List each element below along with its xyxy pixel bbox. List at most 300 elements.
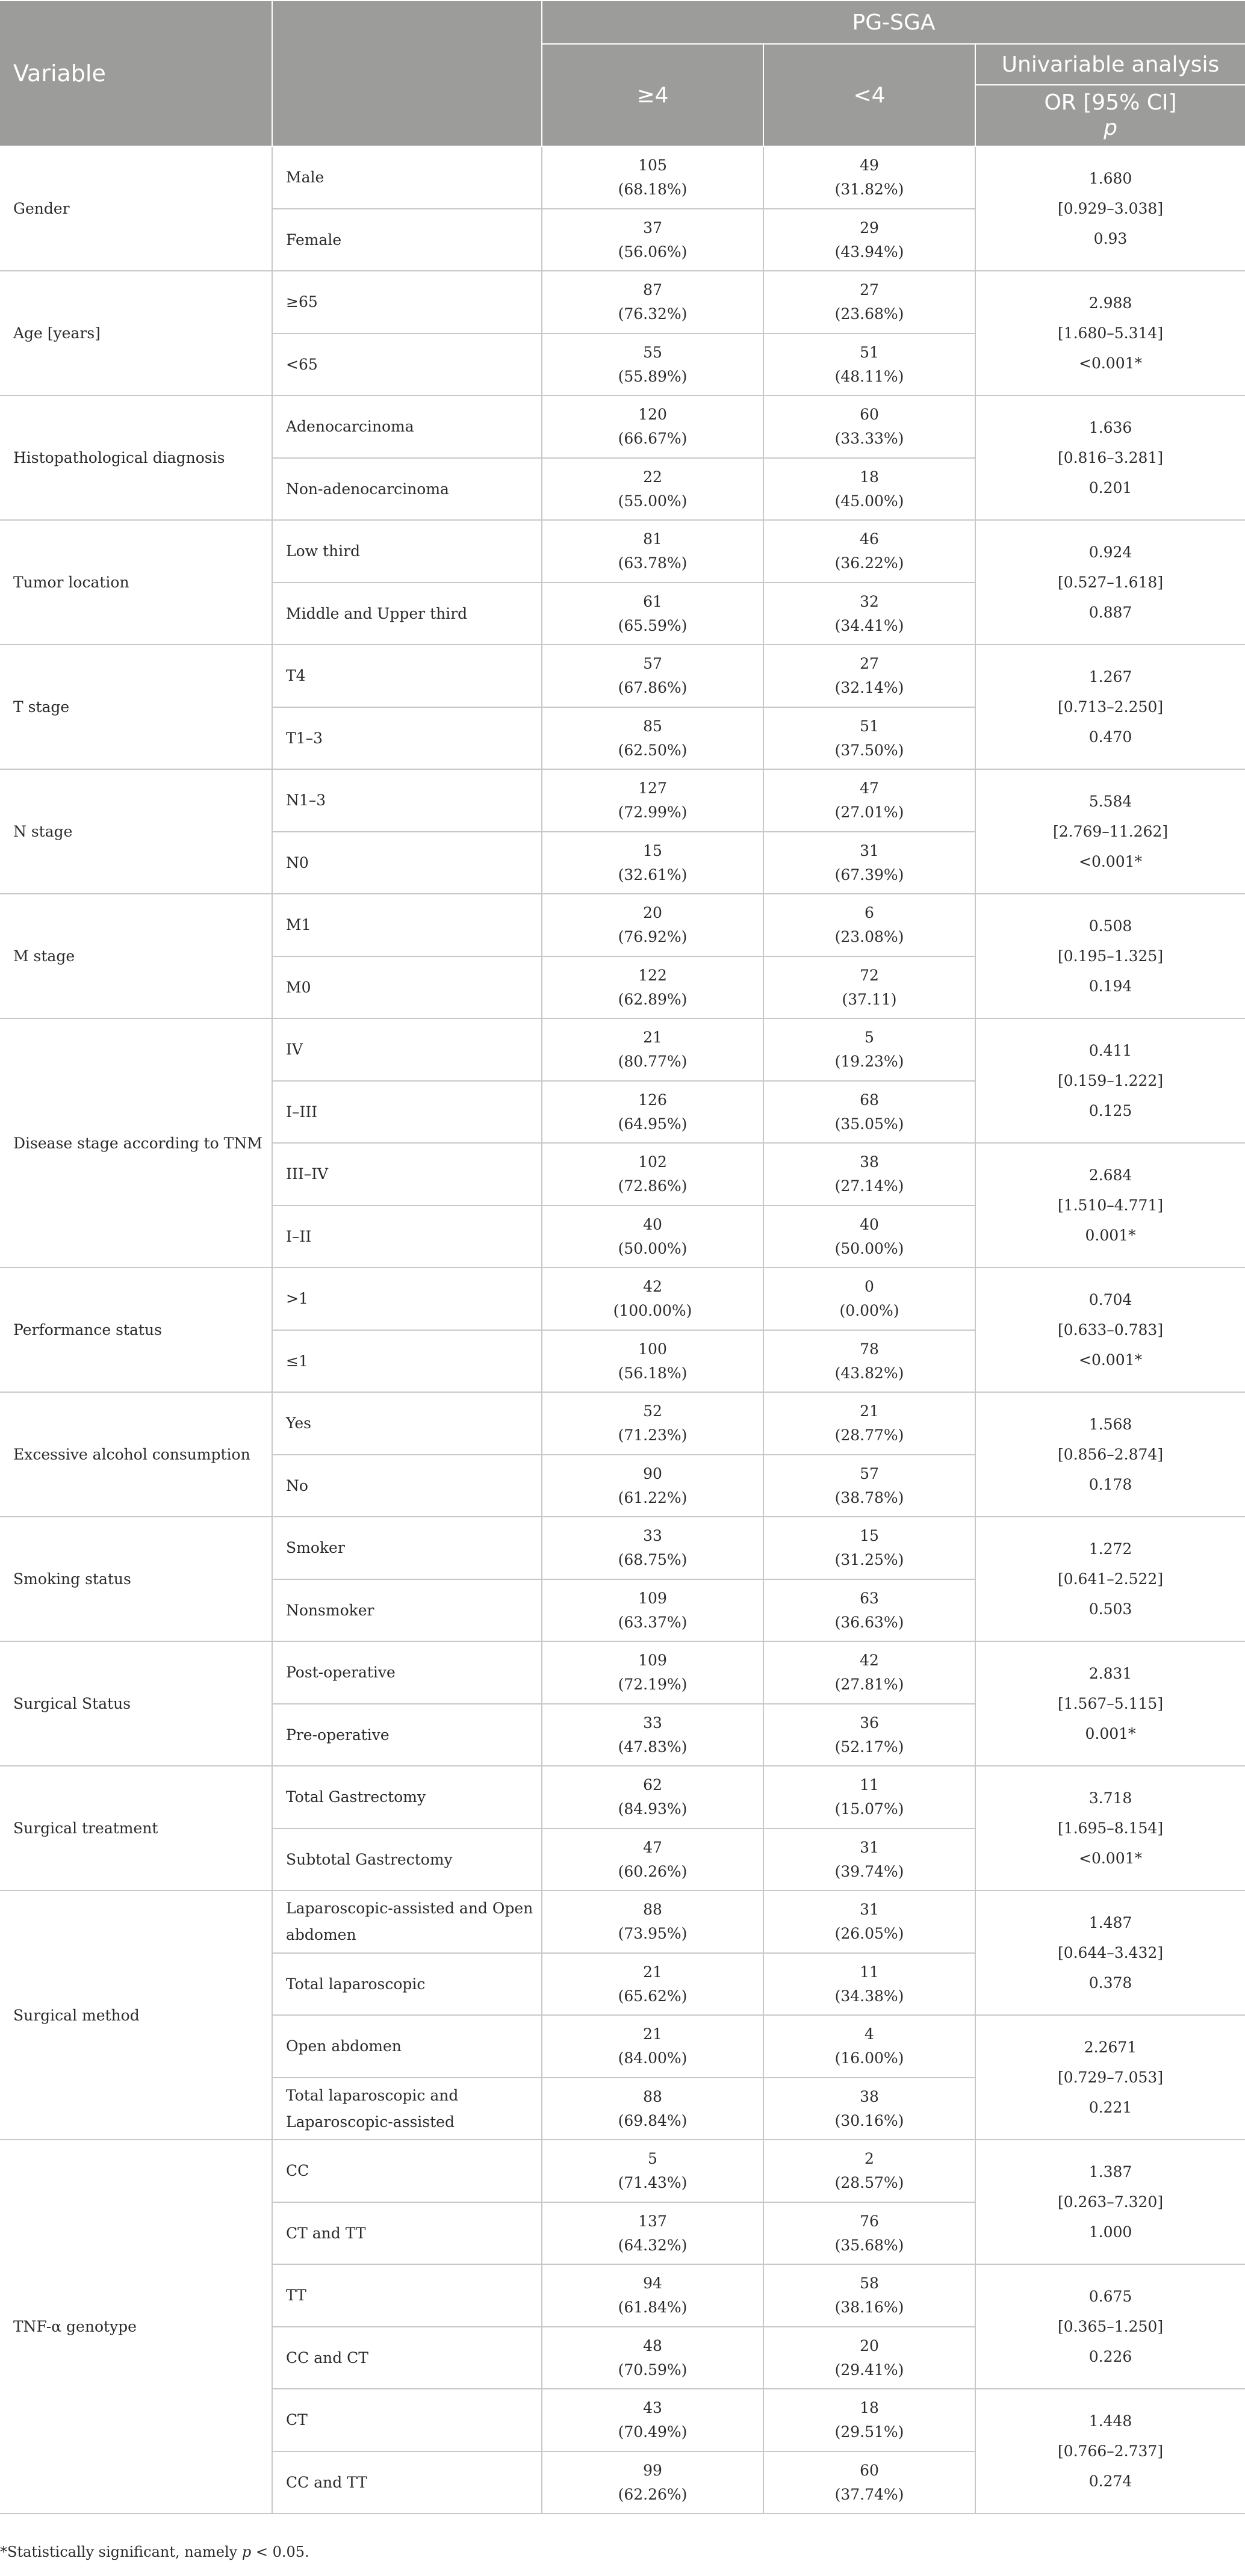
count-lt4-cell <box>763 1953 975 2015</box>
count-lt4-n: 51 <box>860 343 879 361</box>
subcategory-cell: CC and TT <box>272 2451 542 2513</box>
count-lt4-pct: (32.14%) <box>834 679 904 696</box>
count-lt4-cell <box>763 1704 975 1766</box>
count-ge4-cell <box>542 707 763 769</box>
univariable-cell <box>975 1018 1245 1143</box>
count-ge4-cell <box>542 1143 763 1206</box>
count-lt4-pct: (23.08%) <box>834 928 904 946</box>
count-lt4-pct: (33.33%) <box>834 430 904 447</box>
count-ge4-n: 99 <box>643 2461 662 2479</box>
count-ge4-pct: (55.00%) <box>618 492 688 510</box>
odds-ratio: 2.684 <box>1088 1166 1132 1184</box>
count-ge4-cell <box>542 2015 763 2078</box>
subcategory-cell: Total laparoscopic <box>272 1953 542 2015</box>
count-ge4-cell <box>542 1890 763 1953</box>
count-ge4-n: 57 <box>643 655 662 672</box>
count-ge4-pct: (80.77%) <box>618 1053 688 1070</box>
count-ge4-n: 88 <box>643 2087 662 2105</box>
count-ge4-pct: (71.43%) <box>618 2174 688 2191</box>
count-lt4-n: 58 <box>860 2274 879 2292</box>
odds-ratio: 2.831 <box>1088 1664 1132 1682</box>
count-ge4-cell <box>542 209 763 271</box>
odds-ratio: 5.584 <box>1088 792 1132 810</box>
count-ge4-pct: (56.18%) <box>618 1364 688 1382</box>
odds-ratio: 0.675 <box>1088 2287 1132 2305</box>
table-row <box>0 395 1245 458</box>
count-lt4-cell <box>763 583 975 645</box>
footnote <box>0 2543 309 2560</box>
count-ge4-cell <box>542 1081 763 1143</box>
count-ge4-cell <box>542 956 763 1018</box>
count-ge4-cell <box>542 1206 763 1268</box>
table-row <box>0 1018 1245 1081</box>
count-ge4-pct: (68.18%) <box>618 181 688 198</box>
variable-cell: Surgical method <box>0 1890 272 2140</box>
subcategory-cell: CC <box>272 2140 542 2202</box>
count-lt4-pct: (27.01%) <box>834 803 904 821</box>
count-ge4-n: 43 <box>643 2399 662 2417</box>
count-ge4-n: 109 <box>638 1652 667 1669</box>
count-lt4-cell <box>763 1330 975 1392</box>
subcategory-cell: Laparoscopic-assisted and Open abdomen <box>272 1890 542 1953</box>
count-lt4-pct: (16.00%) <box>834 2049 904 2067</box>
odds-ratio: 0.924 <box>1088 543 1132 561</box>
univariable-cell <box>975 2140 1245 2264</box>
table-header <box>0 1 1245 146</box>
count-lt4-cell <box>763 1766 975 1828</box>
count-ge4-pct: (70.59%) <box>618 2361 688 2379</box>
univariable-cell <box>975 1641 1245 1766</box>
count-lt4-cell <box>763 271 975 333</box>
p-value: <0.001* <box>1079 354 1143 372</box>
table-row <box>0 1268 1245 1330</box>
confidence-interval: [0.195–1.325] <box>1057 947 1164 965</box>
count-ge4-pct: (76.92%) <box>618 928 688 946</box>
confidence-interval: [0.365–1.250] <box>1057 2317 1164 2335</box>
count-lt4-n: 51 <box>860 717 879 735</box>
count-lt4-n: 27 <box>860 281 879 299</box>
count-lt4-pct: (43.82%) <box>834 1364 904 1382</box>
count-ge4-cell <box>542 1641 763 1704</box>
count-ge4-pct: (62.89%) <box>618 990 688 1008</box>
count-ge4-pct: (62.50%) <box>618 741 688 759</box>
count-lt4-n: 15 <box>860 1527 879 1544</box>
subcategory-cell: Total laparoscopic and Laparoscopic-assisted <box>272 2078 542 2140</box>
count-ge4-cell <box>542 520 763 583</box>
count-ge4-n: 37 <box>643 218 662 237</box>
variable-cell: Disease stage according to TNM <box>0 1018 272 1268</box>
count-ge4-cell <box>542 769 763 832</box>
odds-ratio: 1.387 <box>1088 2163 1132 2181</box>
variable-cell: TNF-α genotype <box>0 2140 272 2513</box>
count-ge4-n: 33 <box>643 1714 662 1732</box>
count-lt4-n: 57 <box>860 1464 879 1482</box>
count-lt4-pct: (48.11%) <box>834 367 904 385</box>
subcategory-cell: Low third <box>272 520 542 583</box>
odds-ratio: 1.448 <box>1088 2412 1132 2430</box>
count-lt4-pct: (43.94%) <box>834 243 904 261</box>
confidence-interval: [0.713–2.250] <box>1057 698 1164 716</box>
odds-ratio: 0.704 <box>1088 1290 1132 1308</box>
pgsga-header: PG-SGA <box>542 1 1245 44</box>
subcategory-cell: M0 <box>272 956 542 1018</box>
table-row <box>0 146 1245 209</box>
count-ge4-pct: (70.49%) <box>618 2423 688 2441</box>
count-lt4-n: 40 <box>860 1215 879 1233</box>
count-lt4-n: 60 <box>860 406 879 423</box>
subcategory-cell: Post-operative <box>272 1641 542 1704</box>
univariable-cell <box>975 1268 1245 1392</box>
count-lt4-pct: (31.25%) <box>834 1551 904 1568</box>
odds-ratio: 0.508 <box>1088 917 1132 935</box>
count-ge4-n: 90 <box>643 1464 662 1482</box>
count-ge4-pct: (50.00%) <box>618 1239 688 1257</box>
count-lt4-cell <box>763 1081 975 1143</box>
count-lt4-cell <box>763 894 975 956</box>
subcategory-cell: Total Gastrectomy <box>272 1766 542 1828</box>
count-ge4-pct: (61.84%) <box>618 2299 688 2316</box>
count-lt4-pct: (26.05%) <box>834 1925 904 1942</box>
count-ge4-cell <box>542 2327 763 2389</box>
count-lt4-n: 31 <box>860 841 879 859</box>
count-lt4-pct: (34.41%) <box>834 616 904 634</box>
count-lt4-n: 60 <box>860 2461 879 2479</box>
variable-header: Variable <box>0 1 272 146</box>
p-value: 1.000 <box>1088 2223 1132 2241</box>
count-lt4-cell <box>763 2202 975 2264</box>
count-lt4-n: 0 <box>865 1278 874 1295</box>
count-lt4-cell <box>763 1517 975 1579</box>
count-ge4-n: 87 <box>643 281 662 299</box>
odds-ratio: 1.636 <box>1088 418 1132 436</box>
count-lt4-n: 11 <box>860 1776 879 1794</box>
odds-ratio: 3.718 <box>1088 1789 1132 1807</box>
univariable-header: Univariable analysis <box>975 44 1245 85</box>
count-lt4-pct: (15.07%) <box>834 1800 904 1818</box>
count-ge4-cell <box>542 271 763 333</box>
table-row <box>0 1517 1245 1579</box>
count-lt4-cell <box>763 1890 975 1953</box>
count-lt4-cell <box>763 333 975 395</box>
univariable-cell <box>975 271 1245 395</box>
subcategory-cell: CT and TT <box>272 2202 542 2264</box>
count-ge4-n: 20 <box>643 904 662 921</box>
p-value: 0.001* <box>1085 1226 1136 1244</box>
count-ge4-n: 100 <box>638 1340 667 1358</box>
count-ge4-cell <box>542 2451 763 2513</box>
variable-cell: Smoking status <box>0 1517 272 1641</box>
count-lt4-cell <box>763 1641 975 1704</box>
subcategory-cell: T1–3 <box>272 707 542 769</box>
variable-cell: Surgical treatment <box>0 1766 272 1890</box>
confidence-interval: [1.510–4.771] <box>1057 1196 1164 1214</box>
count-lt4-pct: (27.81%) <box>834 1676 904 1693</box>
p-value: <0.001* <box>1079 1849 1143 1867</box>
table-row <box>0 2140 1245 2202</box>
confidence-interval: [0.856–2.874] <box>1057 1445 1164 1463</box>
count-lt4-n: 63 <box>860 1589 879 1607</box>
footnote-suffix: < 0.05. <box>251 2543 309 2560</box>
count-lt4-pct: (27.14%) <box>834 1177 904 1195</box>
count-ge4-n: 105 <box>638 156 667 174</box>
count-ge4-n: 22 <box>643 468 662 486</box>
p-value: 0.001* <box>1085 1724 1136 1742</box>
univariable-cell <box>975 1517 1245 1641</box>
odds-ratio: 1.487 <box>1088 1913 1132 1931</box>
subcategory-cell: N1–3 <box>272 769 542 832</box>
count-lt4-pct: (34.38%) <box>834 1987 904 2005</box>
count-ge4-n: 55 <box>643 343 662 361</box>
p-value: 0.378 <box>1088 1974 1132 1992</box>
count-ge4-n: 122 <box>638 966 667 984</box>
count-ge4-pct: (76.32%) <box>618 305 688 323</box>
variable-cell: T stage <box>0 645 272 769</box>
count-lt4-cell <box>763 395 975 458</box>
count-lt4-n: 46 <box>860 530 879 548</box>
table-row <box>0 1890 1245 1953</box>
count-ge4-cell <box>542 1517 763 1579</box>
univariable-cell <box>975 520 1245 645</box>
count-lt4-pct: (35.05%) <box>834 1115 904 1133</box>
p-value: 0.178 <box>1088 1475 1132 1493</box>
count-lt4-cell <box>763 146 975 209</box>
p-value: 0.93 <box>1093 229 1128 247</box>
table-row <box>0 1392 1245 1455</box>
count-lt4-pct: (35.68%) <box>834 2236 904 2254</box>
count-ge4-cell <box>542 832 763 894</box>
variable-cell: Excessive alcohol consumption <box>0 1392 272 1517</box>
subcategory-cell: Open abdomen <box>272 2015 542 2078</box>
variable-cell: Performance status <box>0 1268 272 1392</box>
variable-cell: Gender <box>0 146 272 271</box>
count-ge4-n: 137 <box>638 2212 667 2230</box>
count-lt4-pct: (50.00%) <box>834 1239 904 1257</box>
count-ge4-pct: (61.22%) <box>618 1488 688 1506</box>
count-lt4-cell <box>763 2451 975 2513</box>
count-ge4-cell <box>542 1268 763 1330</box>
count-lt4-n: 18 <box>860 2399 879 2417</box>
subcategory-cell: III–IV <box>272 1143 542 1206</box>
table-body <box>0 146 1245 2513</box>
odds-ratio: 1.267 <box>1088 667 1132 686</box>
count-lt4-pct: (37.50%) <box>834 741 904 759</box>
count-ge4-pct: (68.75%) <box>618 1551 688 1568</box>
subcategory-cell: TT <box>272 2264 542 2327</box>
p-value: 0.470 <box>1088 728 1132 746</box>
table-row <box>0 520 1245 583</box>
count-lt4-cell <box>763 1268 975 1330</box>
count-lt4-n: 21 <box>860 1402 879 1420</box>
univariable-cell <box>975 1890 1245 2015</box>
table-row <box>0 894 1245 956</box>
count-lt4-pct: (37.11) <box>842 990 897 1008</box>
count-lt4-pct: (28.57%) <box>834 2174 904 2191</box>
count-ge4-n: 48 <box>643 2336 662 2355</box>
count-lt4-pct: (30.16%) <box>834 2111 904 2129</box>
pgsga-lt4-header: <4 <box>763 44 975 146</box>
count-ge4-pct: (65.62%) <box>618 1987 688 2005</box>
count-ge4-n: 85 <box>643 717 662 735</box>
count-lt4-n: 72 <box>860 966 879 984</box>
count-lt4-cell <box>763 645 975 707</box>
subcategory-cell: ≤1 <box>272 1330 542 1392</box>
count-ge4-pct: (64.32%) <box>618 2236 688 2254</box>
subcategory-cell: Pre-operative <box>272 1704 542 1766</box>
count-ge4-cell <box>542 1392 763 1455</box>
subcategory-cell: Yes <box>272 1392 542 1455</box>
count-lt4-pct: (39.74%) <box>834 1862 904 1880</box>
univariable-cell <box>975 1143 1245 1268</box>
count-lt4-cell <box>763 1828 975 1890</box>
count-ge4-n: 81 <box>643 530 662 548</box>
count-lt4-n: 32 <box>860 592 879 610</box>
count-ge4-pct: (56.06%) <box>618 243 688 261</box>
count-ge4-cell <box>542 1828 763 1890</box>
confidence-interval: [0.816–3.281] <box>1057 448 1164 466</box>
subcategory-cell: T4 <box>272 645 542 707</box>
count-lt4-n: 4 <box>865 2025 874 2043</box>
confidence-interval: [0.527–1.618] <box>1057 573 1164 591</box>
count-lt4-n: 20 <box>860 2336 879 2355</box>
count-ge4-n: 62 <box>643 1776 662 1794</box>
univariable-cell <box>975 395 1245 520</box>
count-ge4-pct: (84.00%) <box>618 2049 688 2067</box>
count-ge4-cell <box>542 2264 763 2327</box>
subcategory-cell: ≥65 <box>272 271 542 333</box>
count-lt4-pct: (38.78%) <box>834 1488 904 1506</box>
count-ge4-cell <box>542 1766 763 1828</box>
confidence-interval: [2.769–11.262] <box>1052 822 1169 840</box>
subcategory-cell: Smoker <box>272 1517 542 1579</box>
table-row <box>0 271 1245 333</box>
count-ge4-cell <box>542 2078 763 2140</box>
odds-ratio: 2.988 <box>1088 294 1132 312</box>
confidence-interval: [0.929–3.038] <box>1057 199 1164 217</box>
p-value: 0.125 <box>1088 1101 1132 1119</box>
variable-cell: Surgical Status <box>0 1641 272 1766</box>
table-row <box>0 1766 1245 1828</box>
count-lt4-cell <box>763 1392 975 1455</box>
count-ge4-pct: (65.59%) <box>618 616 688 634</box>
count-lt4-cell <box>763 2389 975 2451</box>
count-ge4-cell <box>542 1455 763 1517</box>
count-lt4-n: 29 <box>860 218 879 237</box>
count-lt4-pct: (67.39%) <box>834 865 904 884</box>
odds-ratio: 2.2671 <box>1084 2038 1137 2056</box>
count-ge4-n: 120 <box>638 406 667 423</box>
count-ge4-cell <box>542 645 763 707</box>
count-lt4-cell <box>763 209 975 271</box>
count-lt4-pct: (0.00%) <box>839 1302 899 1319</box>
univariable-cell <box>975 769 1245 894</box>
count-ge4-pct: (72.99%) <box>618 803 688 821</box>
count-lt4-pct: (36.22%) <box>834 554 904 572</box>
count-lt4-cell <box>763 769 975 832</box>
count-lt4-cell <box>763 520 975 583</box>
count-ge4-n: 40 <box>643 1215 662 1233</box>
p-value: 0.226 <box>1088 2347 1132 2365</box>
count-lt4-n: 38 <box>860 2087 879 2105</box>
count-lt4-cell <box>763 832 975 894</box>
count-lt4-pct: (52.17%) <box>834 1738 904 1756</box>
count-ge4-pct: (72.19%) <box>618 1676 688 1693</box>
count-ge4-n: 109 <box>638 1589 667 1607</box>
count-lt4-pct: (31.82%) <box>834 181 904 198</box>
count-ge4-n: 21 <box>643 1029 662 1046</box>
count-ge4-pct: (62.26%) <box>618 2485 688 2503</box>
count-ge4-pct: (63.78%) <box>618 554 688 572</box>
count-lt4-cell <box>763 1206 975 1268</box>
count-ge4-n: 33 <box>643 1527 662 1544</box>
count-lt4-n: 78 <box>860 1340 879 1358</box>
univariable-cell <box>975 2015 1245 2140</box>
count-ge4-pct: (100.00%) <box>613 1302 692 1319</box>
count-lt4-cell <box>763 1018 975 1081</box>
count-ge4-cell <box>542 2202 763 2264</box>
subcategory-cell: IV <box>272 1018 542 1081</box>
count-ge4-n: 126 <box>638 1091 667 1109</box>
subcategory-cell: Subtotal Gastrectomy <box>272 1828 542 1890</box>
odds-ratio: 0.411 <box>1088 1041 1132 1059</box>
count-ge4-cell <box>542 2140 763 2202</box>
count-ge4-pct: (72.86%) <box>618 1177 688 1195</box>
table-row <box>0 1641 1245 1704</box>
subcategory-cell: Middle and Upper third <box>272 583 542 645</box>
confidence-interval: [0.633–0.783] <box>1057 1321 1164 1339</box>
count-lt4-cell <box>763 1143 975 1206</box>
confidence-interval: [1.695–8.154] <box>1057 1819 1164 1837</box>
odds-ratio: 1.272 <box>1088 1540 1132 1558</box>
count-lt4-cell <box>763 2264 975 2327</box>
count-ge4-cell <box>542 2389 763 2451</box>
count-lt4-pct: (38.16%) <box>834 2299 904 2316</box>
univariable-cell <box>975 146 1245 271</box>
table-row <box>0 769 1245 832</box>
univariable-cell <box>975 2389 1245 2513</box>
count-ge4-n: 42 <box>643 1278 662 1295</box>
subcategory-cell: >1 <box>272 1268 542 1330</box>
p-value: 0.221 <box>1088 2098 1132 2116</box>
confidence-interval: [0.641–2.522] <box>1057 1570 1164 1588</box>
count-ge4-pct: (84.93%) <box>618 1800 688 1818</box>
or-ci-label: OR [95% CI] <box>1044 90 1177 115</box>
confidence-interval: [0.159–1.222] <box>1057 1071 1164 1089</box>
count-ge4-cell <box>542 1704 763 1766</box>
p-value: 0.274 <box>1088 2472 1132 2490</box>
count-ge4-cell <box>542 333 763 395</box>
count-ge4-pct: (47.83%) <box>618 1738 688 1756</box>
p-value: 0.194 <box>1088 977 1132 995</box>
confidence-interval: [0.263–7.320] <box>1057 2193 1164 2211</box>
odds-ratio: 1.680 <box>1088 169 1132 187</box>
or-ci-p-header <box>975 85 1245 146</box>
count-ge4-pct: (69.84%) <box>618 2111 688 2129</box>
count-ge4-pct: (67.86%) <box>618 679 688 696</box>
subcategory-cell: CT <box>272 2389 542 2451</box>
count-ge4-pct: (64.95%) <box>618 1115 688 1133</box>
variable-cell: Tumor location <box>0 520 272 645</box>
count-ge4-cell <box>542 583 763 645</box>
count-lt4-pct: (36.63%) <box>834 1613 904 1631</box>
count-ge4-n: 15 <box>643 841 662 859</box>
count-ge4-pct: (71.23%) <box>618 1426 688 1444</box>
count-ge4-cell <box>542 1018 763 1081</box>
univariable-cell <box>975 1766 1245 1890</box>
subcategory-cell: I–III <box>272 1081 542 1143</box>
count-lt4-cell <box>763 2015 975 2078</box>
univariable-cell <box>975 894 1245 1018</box>
count-lt4-n: 2 <box>865 2150 874 2167</box>
